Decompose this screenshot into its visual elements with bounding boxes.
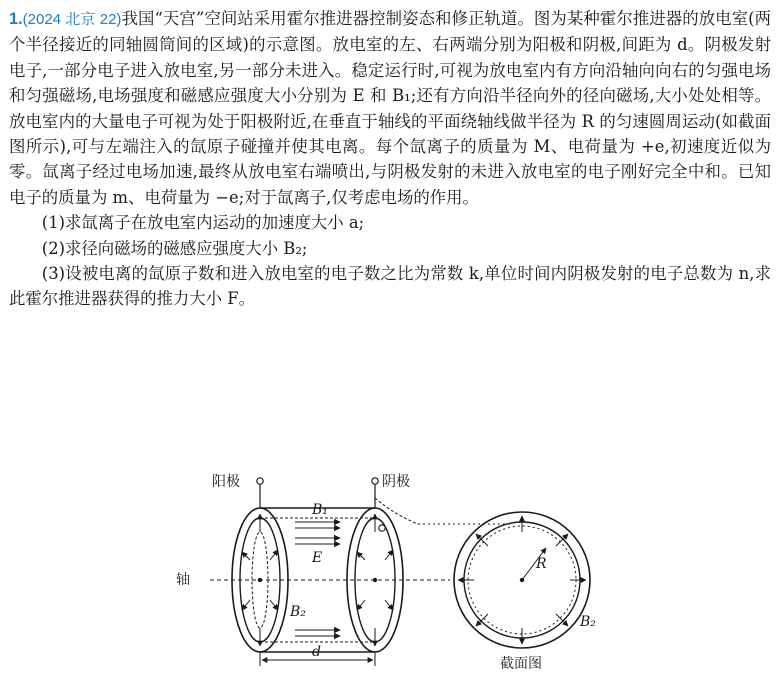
d-label: d [312,644,321,660]
r-label: R [536,556,547,572]
cross-section [454,512,596,672]
axis-label: 轴 [176,572,190,588]
problem-number: 1. [9,10,23,28]
problem-source: (2024 北京 22) [22,11,122,28]
cathode-terminal [372,478,378,484]
anode-terminal [257,478,263,484]
cathode-end [347,508,403,652]
problem-intro [9,6,771,210]
problem-body: 我国“天宫”空间站采用霍尔推进器控制姿态和修正轨道。图为某种霍尔推进器的放电室(两个半径接近的同轴圆筒间的区域)的示意图。放电室的左、右两端分别为阳极和阴极,间距为 d。阴极发射电子,一部分电子进入放电室,另一部分未进入。稳定运行时,可视为放电室内有方向沿轴向向右的匀强电场和匀强磁场,电场强度和磁感应强度大小分别为 E 和 B₁;还有方向沿半径向外的径向磁场,大小处处相等。放电室内的大量电子可视为处于阳极附近,在垂直于轴线的平面绕轴线做半径为 R 的匀速圆周运动(如截面图所示),可与左端注入的氙原子碰撞并使其电离。每个氙离子的质量为 M、电荷量为 +e,初速度近似为零。氙离子经过电场加速,最终从放电室右端喷出,与阴极发射的未进入放电室的电子刚好完全中和。已知电子的质量为 m、电荷量为 −e;对于氙离子,仅考虑电场的作用。 [9,9,771,207]
b1-label: B₁ [312,502,328,518]
question-1: (1)求氙离子在放电室内运动的加速度大小 a; [41,213,365,233]
question-3: (3)设被电离的氙原子数和进入放电室的电子数之比为常数 k,单位时间内阴极发射的电子总数为 n,求此霍尔推进器获得的推力大小 F。 [9,264,771,309]
b2-cross-label: B₂ [580,614,596,630]
cathode-label: 阴极 [382,474,410,490]
anode-end [232,508,288,652]
cross-section-label: 截面图 [500,656,542,672]
thruster-diagram [170,470,610,682]
e-label: E [312,550,323,566]
anode-label: 阳极 [212,474,240,490]
question-2: (2)求径向磁场的磁感应强度大小 B₂; [41,238,308,258]
problem-text [9,6,771,312]
b2-label: B₂ [290,604,306,620]
